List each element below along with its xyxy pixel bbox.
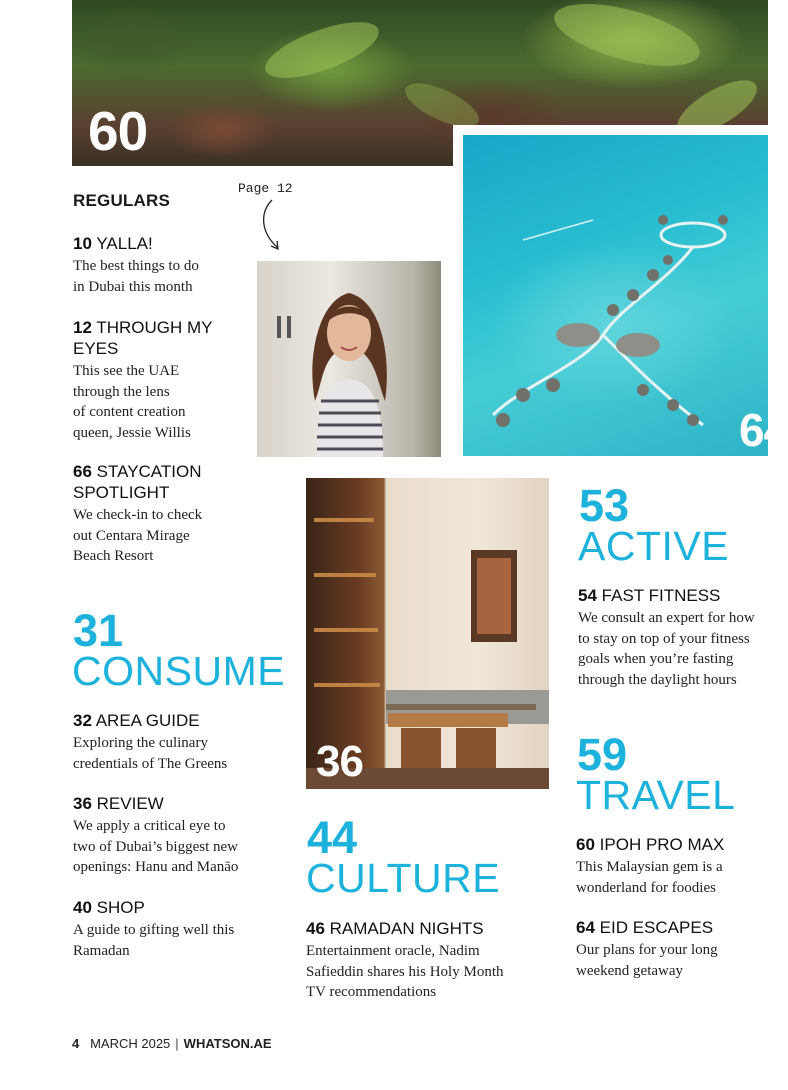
- culture-item-ramadan-nights[interactable]: 46 RAMADAN NIGHTS Entertainment oracle, Nadim Safieddin shares his Holy Month TV recommendations: [306, 919, 504, 1000]
- regulars-heading: REGULARS: [73, 191, 170, 210]
- page-reference-note: Page 12: [238, 181, 293, 196]
- maldives-photo: [463, 135, 788, 456]
- portrait-photo-jessie-willis: [257, 261, 441, 457]
- photo-page-number: 36: [316, 737, 363, 786]
- regulars-item-yalla[interactable]: 10 YALLA! The best things to do in Dubai this month: [73, 234, 199, 295]
- regulars-item-staycation-spotlight[interactable]: 66 STAYCATION SPOTLIGHT We check-in to check out Centara Mirage Beach Resort: [73, 462, 203, 564]
- curved-arrow-icon: [258, 196, 288, 256]
- portrait-illustration: [257, 261, 441, 457]
- consume-item-shop[interactable]: 40 SHOP A guide to gifting well this Ramadan: [73, 898, 235, 959]
- footer-site: WHATSON.AE: [183, 1036, 272, 1051]
- page-footer: 4 MARCH 2025 | WHATSON.AE: [72, 1036, 272, 1051]
- section-heading-consume: CONSUME: [72, 648, 286, 694]
- footer-date: MARCH 2025: [90, 1036, 171, 1051]
- photo-page-number: 60: [88, 100, 148, 162]
- section-number-culture: 44: [307, 812, 358, 863]
- section-heading-culture: CULTURE: [306, 855, 501, 901]
- photo-page-number: 64: [739, 404, 788, 456]
- regulars-item-through-my-eyes[interactable]: 12 THROUGH MY EYES This see the UAE through the lens of content creation queen, Jessie Willis: [73, 318, 213, 441]
- overwater-villas-illustration: [463, 135, 768, 456]
- section-heading-active: ACTIVE: [578, 523, 730, 569]
- footer-page-number: 4: [72, 1036, 80, 1051]
- section-heading-travel: TRAVEL: [576, 772, 736, 818]
- consume-item-area-guide[interactable]: 32 AREA GUIDE Exploring the culinary credentials of The Greens: [73, 711, 228, 772]
- section-number-active: 53: [579, 480, 630, 531]
- restaurant-photo: [306, 478, 549, 789]
- active-item-fast-fitness[interactable]: 54 FAST FITNESS We consult an expert for how to stay on top of your fitness goals when you’re fasting through the daylight hours: [578, 586, 755, 688]
- section-number-consume: 31: [73, 605, 124, 656]
- travel-item-ipoh-pro-max[interactable]: 60 IPOH PRO MAX This Malaysian gem is a wonderland for foodies: [576, 835, 725, 896]
- travel-item-eid-escapes[interactable]: 64 EID ESCAPES Our plans for your long weekend getaway: [576, 918, 718, 979]
- consume-item-review[interactable]: 36 REVIEW We apply a critical eye to two of Dubai’s biggest new openings: Hanu and Manāo: [73, 794, 239, 875]
- section-number-travel: 59: [577, 729, 628, 780]
